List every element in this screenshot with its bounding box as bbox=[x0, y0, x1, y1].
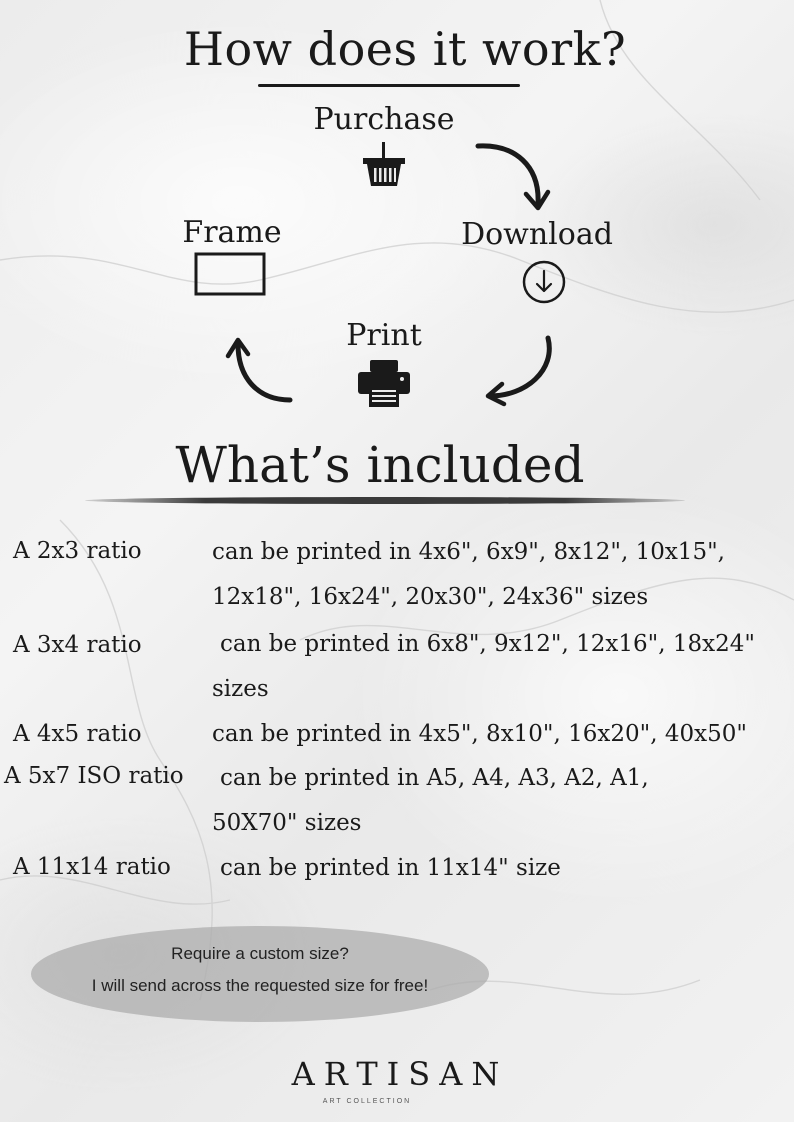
ratio-label: A 3x4 ratio bbox=[13, 632, 142, 658]
ratio-label: A 4x5 ratio bbox=[13, 721, 142, 747]
custom-size-line-1: Require a custom size? bbox=[171, 944, 349, 963]
page-title: How does it work? bbox=[183, 22, 627, 76]
ratio-description: can be printed in 4x5", 8x10", 16x20", 40x50" bbox=[212, 721, 747, 747]
ratio-description: can be printed in A5, A4, A3, A2, A1, 50X70" sizes bbox=[212, 765, 649, 836]
custom-size-line-2: I will send across the requested size for free! bbox=[91, 976, 429, 995]
ratio-description: can be printed in 11x14" size bbox=[220, 855, 561, 881]
custom-size-text bbox=[31, 938, 489, 1002]
included-title: What’s included bbox=[175, 436, 585, 494]
title-underline bbox=[258, 84, 520, 87]
included-underline bbox=[85, 497, 685, 504]
arrow-download-to-print-icon bbox=[476, 330, 566, 410]
brand-tagline: ART COLLECTION bbox=[322, 1098, 412, 1105]
download-circle-icon bbox=[520, 259, 568, 305]
ratio-description: can be printed in 6x8", 9x12", 12x16", 18x24" sizes bbox=[212, 631, 755, 702]
frame-icon bbox=[194, 252, 268, 296]
step-frame-label: Frame bbox=[182, 215, 282, 250]
step-download-label: Download bbox=[461, 217, 613, 252]
step-print-label: Print bbox=[346, 318, 422, 353]
ratio-label: A 11x14 ratio bbox=[13, 854, 171, 880]
arrow-print-to-frame-icon bbox=[218, 330, 304, 410]
brand-logo: ARTISAN bbox=[291, 1055, 509, 1093]
step-purchase-label: Purchase bbox=[313, 102, 455, 137]
ratio-label: A 5x7 ISO ratio bbox=[4, 763, 184, 789]
ratio-label: A 2x3 ratio bbox=[13, 538, 142, 564]
basket-icon bbox=[362, 142, 406, 188]
ratio-description: can be printed in 4x6", 6x9", 8x12", 10x15", 12x18", 16x24", 20x30", 24x36" sizes bbox=[212, 539, 725, 610]
printer-icon bbox=[356, 360, 412, 408]
arrow-purchase-to-download-icon bbox=[470, 136, 560, 226]
